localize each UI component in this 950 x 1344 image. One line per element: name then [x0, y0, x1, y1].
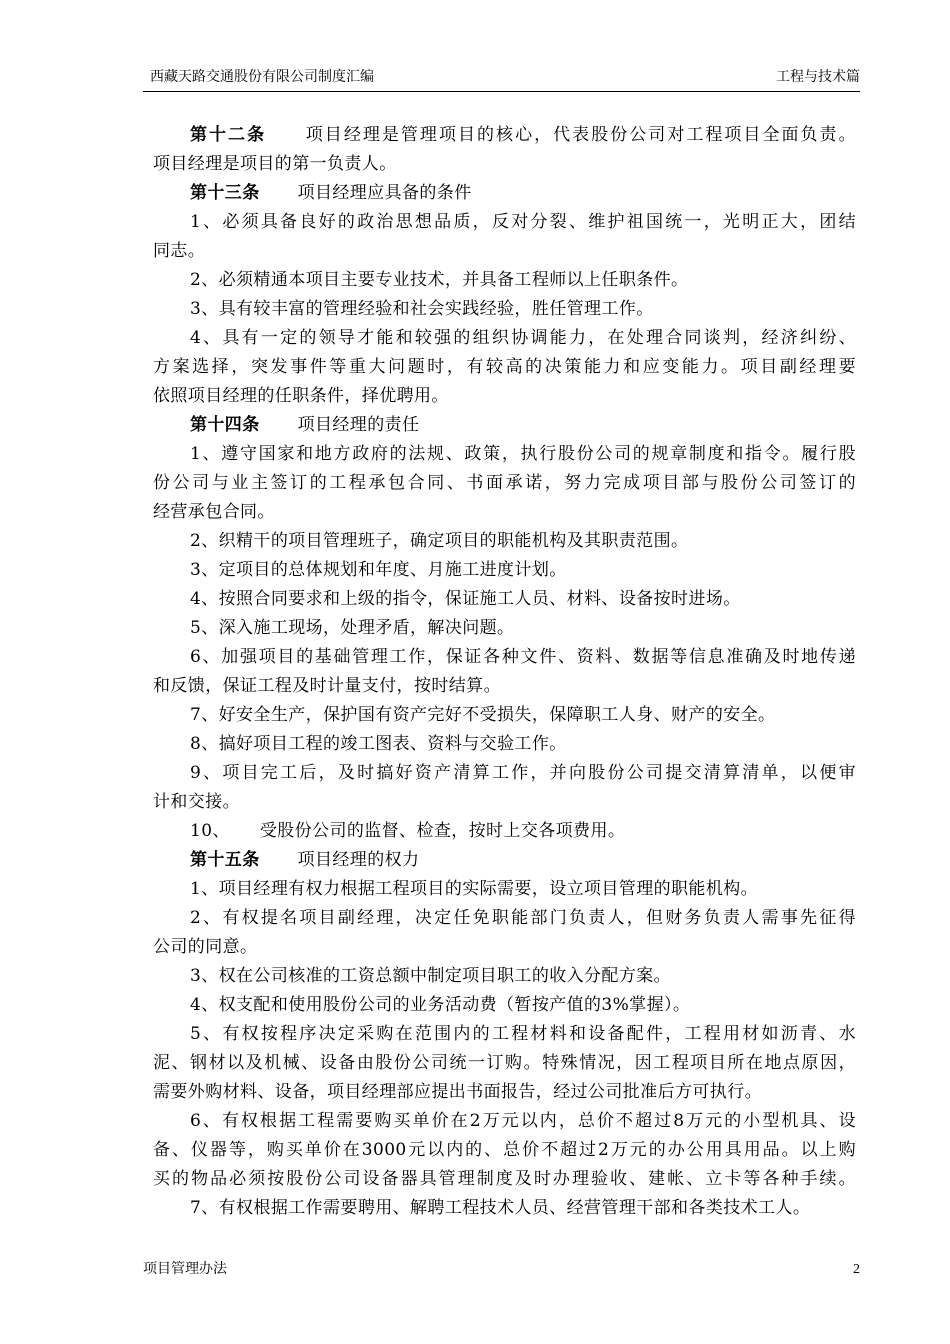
- text-line: 3、权在公司核准的工资总额中制定项目职工的收入分配方案。: [190, 966, 672, 986]
- item-10-number: 10、: [190, 821, 230, 841]
- text-line: 3、定项目的总体规划和年度、月施工进度计划。: [190, 560, 567, 580]
- text-line: 5、深入施工现场，处理矛盾，解决问题。: [190, 618, 515, 638]
- document-body: [153, 121, 856, 1223]
- text-line: 同志。: [153, 241, 206, 261]
- text-line: 5、有权按程序决定采购在范围内的工程材料和设备配件，工程用材如沥青、水: [190, 1024, 856, 1044]
- text-line: 需要外购材料、设备，项目经理部应提出书面报告，经过公司批准后方可执行。: [153, 1082, 762, 1102]
- article-14-label: 第十四条: [190, 415, 260, 435]
- article-12-text: 项目经理是管理项目的核心，代表股份公司对工程项目全面负责。: [304, 125, 856, 145]
- header-right-title: 工程与技术篇: [776, 70, 860, 85]
- text-line: 1、必须具备良好的政治思想品质，反对分裂、维护祖国统一，光明正大，团结: [190, 212, 856, 232]
- text-line: 4、权支配和使用股份公司的业务活动费（暂按产值的3%掌握）。: [190, 995, 691, 1015]
- article-13-line: [153, 179, 856, 208]
- text-line: 2、有权提名项目副经理，决定任免职能部门负责人，但财务负责人需事先征得: [190, 908, 856, 928]
- text-line: 4、具有一定的领导才能和较强的组织协调能力，在处理合同谈判，经济纠纷、: [190, 328, 856, 348]
- text-line: 8、搞好项目工程的竣工图表、资料与交验工作。: [190, 734, 567, 754]
- header-rule: [143, 91, 860, 92]
- text-line: 1、项目经理有权力根据工程项目的实际需要，设立项目管理的职能机构。: [190, 879, 759, 899]
- text-line: 依照项目经理的任职条件，择优聘用。: [153, 386, 449, 406]
- article-15-text: 项目经理的权力: [297, 850, 420, 870]
- text-line: 备、仪器等，购买单价在3000元以内的、总价不超过2万元的办公用具用品。以上购: [153, 1140, 856, 1160]
- article-12-label: 第十二条: [190, 125, 267, 145]
- article-14-line: [153, 411, 856, 440]
- text-line: 经营承包合同。: [153, 502, 275, 522]
- page-number: 2: [853, 1262, 860, 1277]
- text-line: 2、织精干的项目管理班子，确定项目的职能机构及其职责范围。: [190, 531, 689, 551]
- item-10-text: 受股份公司的监督、检查，按时上交各项费用。: [259, 821, 626, 841]
- item-10-line: [153, 817, 856, 846]
- article-13-label: 第十三条: [190, 183, 260, 203]
- text-line: 6、加强项目的基础管理工作，保证各种文件、资料、数据等信息准确及时地传递: [190, 647, 856, 667]
- text-line: 2、必须精通本项目主要专业技术，并具备工程师以上任职条件。: [190, 270, 689, 290]
- article-13-text: 项目经理应具备的条件: [297, 183, 472, 203]
- text-line: 1、遵守国家和地方政府的法规、政策，执行股份公司的规章制度和指令。履行股: [190, 444, 856, 464]
- text-line: 3、具有较丰富的管理经验和社会实践经验，胜任管理工作。: [190, 299, 654, 319]
- text-line: 份公司与业主签订的工程承包合同、书面承诺，努力完成项目部与股份公司签订的: [153, 473, 856, 493]
- text-line: 6、有权根据工程需要购买单价在2万元以内，总价不超过8万元的小型机具、设: [190, 1111, 856, 1131]
- text-line: 方案选择，突发事件等重大问题时，有较高的决策能力和应变能力。项目副经理要: [153, 357, 856, 377]
- text-line: 项目经理是项目的第一负责人。: [153, 154, 397, 174]
- footer-doc-title: 项目管理办法: [143, 1262, 227, 1277]
- text-line: 9、项目完工后，及时搞好资产清算工作，并向股份公司提交清算清单，以便审: [190, 763, 856, 783]
- article-14-text: 项目经理的责任: [297, 415, 420, 435]
- article-12-line: [153, 121, 856, 150]
- text-line: 4、按照合同要求和上级的指令，保证施工人员、材料、设备按时进场。: [190, 589, 741, 609]
- header-left-title: 西藏天路交通股份有限公司制度汇编: [150, 70, 374, 85]
- text-line: 7、好安全生产，保护国有资产完好不受损失，保障职工人身、财产的安全。: [190, 705, 776, 725]
- text-line: 公司的同意。: [153, 937, 258, 957]
- text-line: 和反馈，保证工程及时计量支付，按时结算。: [153, 676, 501, 696]
- article-15-line: [153, 846, 856, 875]
- text-line: 泥、钢材以及机械、设备由股份公司统一订购。特殊情况，因工程项目所在地点原因，: [153, 1053, 856, 1073]
- text-line: 买的物品必须按股份公司设备器具管理制度及时办理验收、建帐、立卡等各种手续。: [153, 1169, 856, 1189]
- text-line: 7、有权根据工作需要聘用、解聘工程技术人员、经营管理干部和各类技术工人。: [190, 1198, 811, 1218]
- text-line: 计和交接。: [153, 792, 240, 812]
- article-15-label: 第十五条: [190, 850, 260, 870]
